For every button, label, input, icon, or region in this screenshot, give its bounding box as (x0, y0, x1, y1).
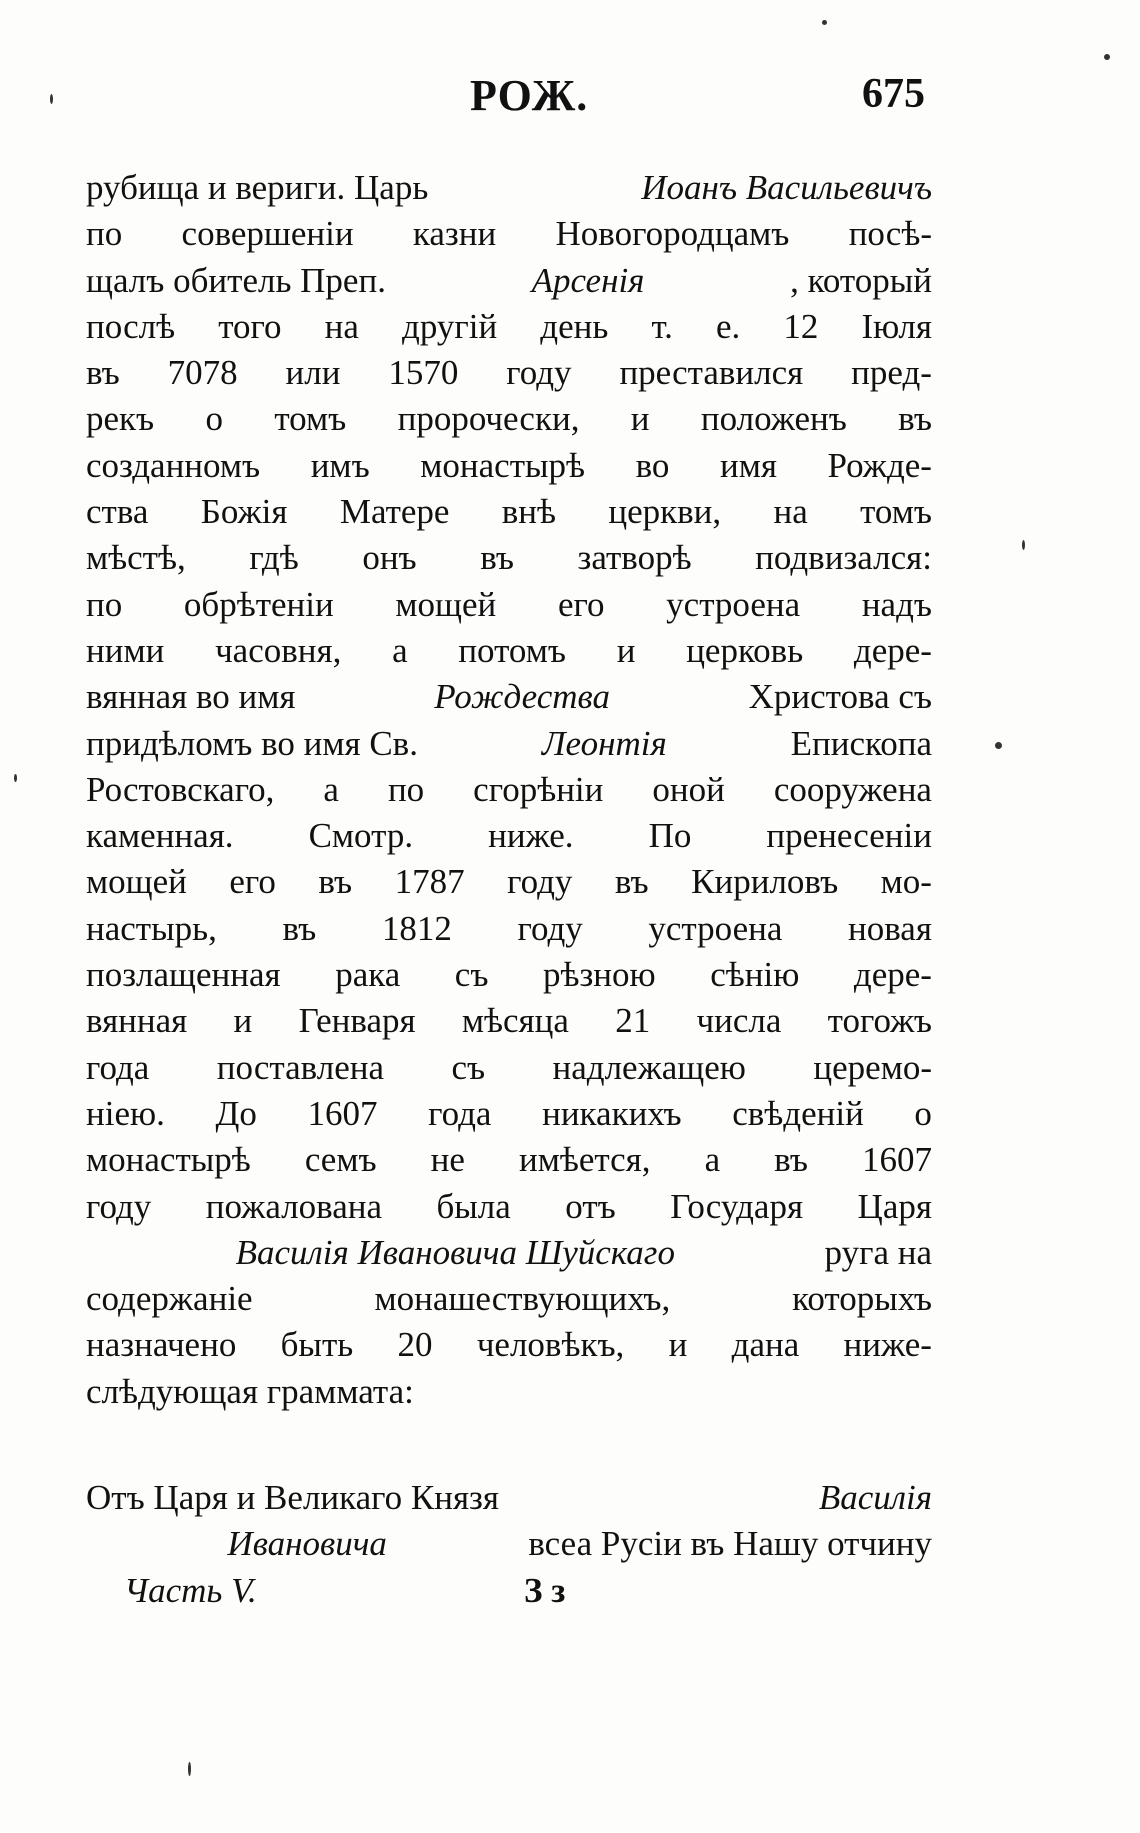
line-word: т. (651, 306, 673, 346)
text-line (86, 258, 932, 304)
line-word: съ (451, 1047, 486, 1087)
line-word: рекъ (86, 399, 155, 439)
line-word: Кириловъ (691, 862, 839, 902)
line-word: Матере (339, 492, 450, 532)
line-word: онъ (362, 538, 417, 578)
line-word: 12 (783, 306, 819, 346)
line-word: оной (652, 769, 725, 809)
line-word: году (506, 353, 572, 393)
line-word: въ (898, 399, 932, 439)
line-word: поставлена (216, 1047, 384, 1087)
line-text: придѣломъ во имя Св. (86, 723, 418, 763)
line-word: 1607 (862, 1140, 932, 1180)
line-word: тогожъ (827, 1001, 932, 1041)
line-word: Божiя (200, 492, 288, 532)
line-word: 21 (615, 1001, 651, 1041)
line-word: пожалована (205, 1186, 382, 1226)
line-word: и (630, 399, 650, 439)
line-text: Отъ Царя и Великаго Князя (86, 1478, 499, 1518)
line-word: томъ (274, 399, 347, 439)
line-word: Государя (670, 1186, 804, 1226)
line-word: въ (282, 908, 317, 948)
line-word: 7078 (167, 353, 238, 393)
line-word: имъ (310, 445, 370, 485)
line-word: мощей (395, 584, 497, 624)
text-line (86, 211, 932, 257)
line-word: потомъ (458, 630, 567, 670)
text-line (86, 1521, 932, 1567)
line-word: въ (318, 862, 353, 902)
line-word: о (914, 1093, 932, 1133)
italic-name: Леонтiя (541, 723, 667, 763)
line-word: 1812 (381, 908, 452, 948)
line-word: на (324, 306, 359, 346)
line-word: е. (715, 306, 741, 346)
line-word: сгорѣнiи (473, 769, 604, 809)
line-word: Ростовскаго, (86, 769, 275, 809)
text-line (86, 304, 932, 350)
line-word: его (557, 584, 605, 624)
line-word: пред- (851, 353, 932, 393)
line-word: каменная. (86, 816, 234, 856)
line-word: монастырѣ (420, 445, 586, 485)
line-word: гдѣ (249, 538, 299, 578)
text-line (86, 1475, 932, 1521)
line-text: вянная во имя (86, 677, 296, 717)
line-word: году (86, 1186, 152, 1226)
line-word: церковь (686, 630, 804, 670)
line-word: мощей (86, 862, 187, 902)
line-word: По (648, 816, 692, 856)
line-word: казни (412, 214, 497, 254)
text-line (86, 489, 932, 535)
line-word: содержанiе (86, 1279, 253, 1319)
line-word: мѣсяца (461, 1001, 569, 1041)
line-word: не (430, 1140, 465, 1180)
line-word: отъ (565, 1186, 616, 1226)
line-text: руга на (824, 1232, 932, 1272)
line-word: послѣ (86, 306, 176, 346)
scan-speck (1104, 54, 1110, 60)
paragraph-gap (86, 1415, 932, 1475)
text-line (86, 396, 932, 442)
line-word: надъ (861, 584, 932, 624)
line-word: посѣ- (848, 214, 932, 254)
line-word: имѣется, (518, 1140, 651, 1180)
text-line (86, 1322, 932, 1368)
running-head (0, 70, 1140, 130)
line-word: настырь, (86, 908, 217, 948)
line-word: 1570 (388, 353, 459, 393)
line-word: положенъ (700, 399, 847, 439)
line-word: въ (480, 538, 514, 578)
line-word: въ (86, 353, 120, 393)
scan-speck (822, 20, 827, 25)
line-word: подвизался: (755, 538, 932, 578)
line-word: новая (848, 908, 932, 948)
line-word: позлащенная (86, 955, 281, 995)
text-line (86, 1184, 932, 1230)
text-line (86, 813, 932, 859)
body-text (86, 165, 932, 1614)
text-line (86, 721, 932, 767)
scan-speck (995, 742, 1002, 749)
line-word: нiею. (86, 1093, 165, 1133)
line-text: , который (790, 260, 932, 300)
line-word: которыхъ (792, 1279, 932, 1319)
line-text: щалъ обитель Преп. (86, 260, 386, 300)
line-word: сооружена (773, 769, 932, 809)
line-word: монашествующихъ, (374, 1279, 671, 1319)
line-word: затворѣ (577, 538, 692, 578)
line-word: его (229, 862, 276, 902)
line-word: устроена (666, 584, 801, 624)
text-line (86, 535, 932, 581)
line-word: и (668, 1325, 688, 1365)
line-word: и (233, 1001, 253, 1041)
text-line (86, 998, 932, 1044)
line-word: церемо- (813, 1047, 932, 1087)
line-word: была (436, 1186, 511, 1226)
line-word: по (387, 769, 425, 809)
line-word: въ (774, 1140, 808, 1180)
text-line (86, 443, 932, 489)
line-word: на (773, 492, 808, 532)
line-word: никакихъ (542, 1093, 682, 1133)
line-word: году (507, 862, 573, 902)
line-word: надлежащею (552, 1047, 746, 1087)
line-word: года (428, 1093, 492, 1133)
line-word: мо- (880, 862, 932, 902)
line-word: вянная (86, 1001, 188, 1041)
line-word: числа (696, 1001, 782, 1041)
line-word: быть (280, 1325, 354, 1365)
line-word: рѣзною (542, 955, 656, 995)
text-line (86, 1091, 932, 1137)
text-line (86, 165, 932, 211)
line-word: имя (719, 445, 777, 485)
charter-lines (86, 1475, 932, 1568)
line-word: 1787 (394, 862, 465, 902)
italic-name: Рождества (434, 677, 610, 717)
line-word: пророчески, (397, 399, 580, 439)
italic-name: Василiя Ивановича Шуйскаго (235, 1232, 675, 1272)
line-word: году (517, 908, 583, 948)
line-word: съ (454, 955, 489, 995)
line-text: Епископа (790, 723, 932, 763)
line-word: совершенiи (181, 214, 354, 254)
line-word: томъ (860, 492, 932, 532)
line-word: семъ (304, 1140, 377, 1180)
text-line (86, 350, 932, 396)
text-line (86, 674, 932, 720)
line-word: года (86, 1047, 150, 1087)
italic-name: Ивановича (227, 1524, 387, 1564)
line-word: пренесенiи (766, 816, 932, 856)
line-word: въ (614, 862, 649, 902)
line-word: внѣ (501, 492, 557, 532)
text-line (86, 1369, 932, 1415)
line-word: Новогородцамъ (555, 214, 790, 254)
line-word: а (323, 769, 339, 809)
scan-speck (188, 1762, 191, 1776)
line-word: а (392, 630, 408, 670)
line-word: обрѣтенiи (183, 584, 334, 624)
text-line (86, 1045, 932, 1091)
text-line (86, 952, 932, 998)
line-word: устроена (648, 908, 783, 948)
line-word: или (285, 353, 341, 393)
line-word: созданномъ (86, 445, 261, 485)
line-word: Царя (857, 1186, 932, 1226)
line-text: слѣдующая граммата: (86, 1371, 414, 1411)
line-word: дана (731, 1325, 800, 1365)
body-lines (86, 165, 932, 1415)
line-word: назначено (86, 1325, 237, 1365)
text-line (86, 1276, 932, 1322)
line-word: дере- (853, 630, 932, 670)
text-line (86, 582, 932, 628)
scan-speck (1022, 540, 1025, 550)
line-word: 1607 (307, 1093, 378, 1133)
line-word: Iюля (861, 306, 932, 346)
line-word: мѣстѣ, (86, 538, 186, 578)
line-word: Генваря (298, 1001, 416, 1041)
sheet-mark: З з (524, 1570, 566, 1610)
running-title: РОЖ. (470, 71, 589, 120)
line-word: часовня, (215, 630, 342, 670)
line-word: по (86, 584, 123, 624)
line-word: церкви, (608, 492, 722, 532)
line-word: другiй (402, 306, 498, 346)
line-word: о (205, 399, 223, 439)
text-line (86, 906, 932, 952)
line-word: по (86, 214, 123, 254)
line-word: рака (335, 955, 401, 995)
text-line (86, 767, 932, 813)
line-text: Христова съ (748, 677, 932, 717)
line-word: свѣденiй (732, 1093, 864, 1133)
line-text: рубища и вериги. Царь (86, 168, 429, 207)
line-word: 20 (397, 1325, 433, 1365)
text-line (86, 1230, 932, 1276)
line-word: ниже- (843, 1325, 932, 1365)
scan-speck (50, 94, 53, 104)
line-word: и (616, 630, 636, 670)
signature-mark: Часть V. (124, 1570, 257, 1610)
line-word: До (215, 1093, 257, 1133)
line-word: ства (86, 492, 149, 532)
line-word: того (218, 306, 282, 346)
line-word: ниже. (488, 816, 574, 856)
line-word: монастырѣ (86, 1140, 251, 1180)
italic-name: Иоанъ Васильевичъ (641, 168, 932, 207)
line-word: ними (86, 630, 165, 670)
page-number: 675 (862, 71, 925, 117)
text-line (86, 628, 932, 674)
line-word: Смотр. (308, 816, 414, 856)
line-word: человѣкъ, (476, 1325, 625, 1365)
italic-name: Василiя (818, 1478, 932, 1518)
line-word: во (635, 445, 670, 485)
italic-name: Арсенiя (531, 260, 645, 300)
line-word: сѣнiю (710, 955, 800, 995)
line-word: дере- (853, 955, 932, 995)
line-text: всеа Русiи въ Нашу отчину (528, 1524, 932, 1564)
text-line (86, 1137, 932, 1183)
scan-speck (14, 774, 17, 782)
text-line (86, 859, 932, 905)
footer-line (86, 1568, 932, 1614)
line-word: Рожде- (827, 445, 932, 485)
line-word: день (540, 306, 609, 346)
line-word: преставился (619, 353, 804, 393)
line-word: а (704, 1140, 721, 1180)
